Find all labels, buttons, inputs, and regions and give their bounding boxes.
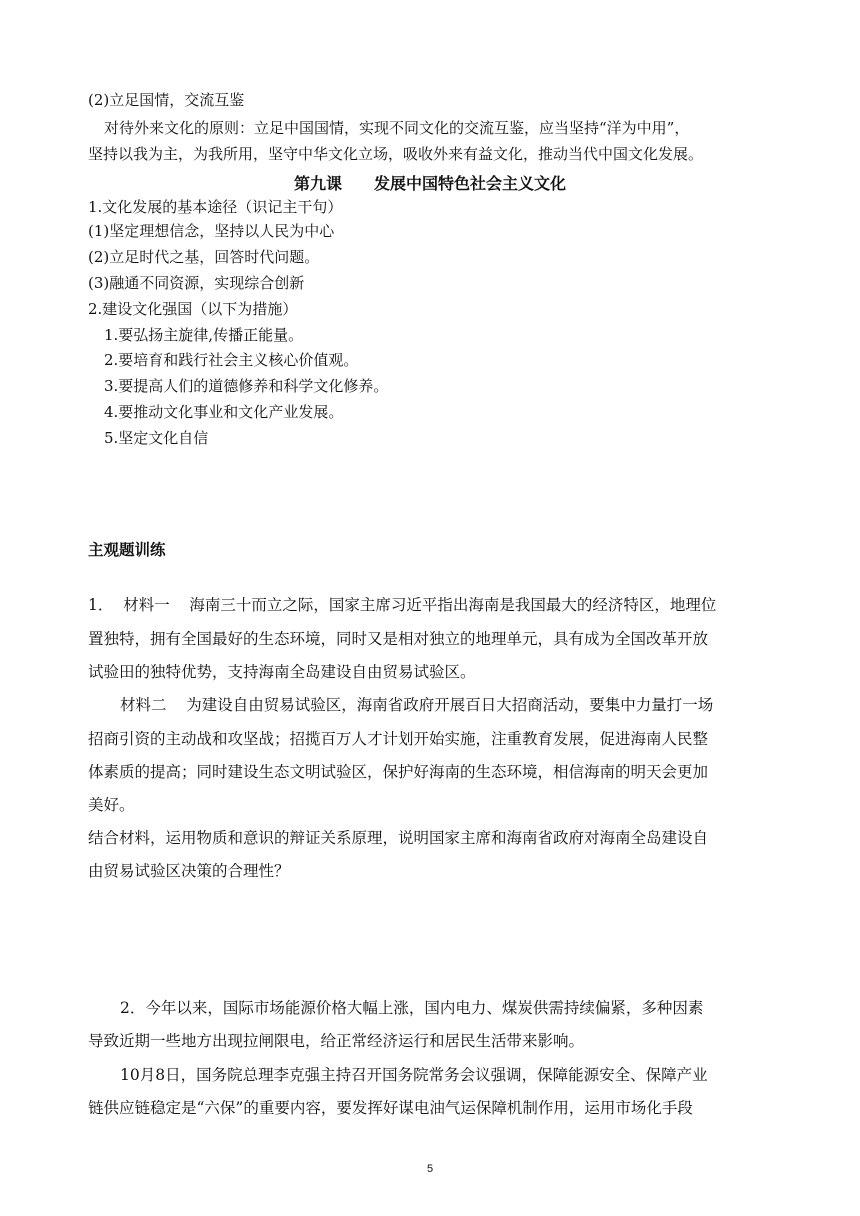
text-line: 试验田的独特优势，支持海南全岛建设自由贸易试验区。: [88, 663, 476, 681]
text-line: (1)坚定理想信念，坚持以人民为中心: [88, 222, 335, 240]
text-line: 置独特，拥有全国最好的生态环境，同时又是相对独立的地理单元，具有成为全国改革开放: [88, 630, 709, 648]
text-line: 由贸易试验区决策的合理性？: [88, 862, 290, 880]
measure-item: 1.要弘扬主旋律,传播正能量。: [104, 326, 304, 344]
text-line: (2)立足国情，交流互鉴: [88, 91, 245, 109]
text-line: 坚持以我为主，为我所用，坚守中华文化立场，吸收外来有益文化，推动当代中国文化发展。: [88, 145, 704, 163]
text-line: (3)融通不同资源，实现综合创新: [88, 274, 305, 292]
text-line: 链供应链稳定是“六保”的重要内容，要发挥好谋电油气运保障机制作用，运用市场化手段: [88, 1099, 693, 1117]
measure-item: 2.要培育和践行社会主义核心价值观。: [104, 351, 359, 369]
text-line: (2)立足时代之基，回答时代问题。: [88, 248, 320, 266]
lesson-title: 第九课 发展中国特色社会主义文化: [293, 174, 566, 193]
text-line: 2.建设文化强国（以下为措施）: [88, 300, 298, 318]
measure-item: 4.要推动文化事业和文化产业发展。: [104, 403, 344, 421]
measure-item: 5.坚定文化自信: [104, 429, 209, 447]
text-line: 结合材料，运用物质和意识的辩证关系原理，说明国家主席和海南省政府对海南全岛建设自: [88, 829, 709, 847]
text-line: 2．今年以来，国际市场能源价格大幅上涨，国内电力、煤炭供需持续偏紧，多种因素: [120, 999, 704, 1017]
text-line: 招商引资的主动战和攻坚战；招揽百万人才计划开始实施，注重教育发展，促进海南人民整: [88, 730, 709, 748]
text-line: 材料二 为建设自由贸易试验区，海南省政府开展百日大招商活动，要集中力量打一场: [120, 696, 714, 714]
text-line: 导致近期一些地方出现拉闸限电，给正常经济运行和居民生活带来影响。: [88, 1032, 585, 1050]
text-line: 1.文化发展的基本途径（识记主干句）: [88, 198, 343, 216]
text-line: 对待外来文化的原则：立足中国国情，实现不同文化的交流互鉴，应当坚持“洋为中用”，: [104, 119, 690, 137]
measure-item: 3.要提高人们的道德修养和科学文化修养。: [104, 377, 389, 395]
page-number: 5: [426, 1163, 434, 1175]
text-line: 1． 材料一 海南三十而立之际，国家主席习近平指出海南是我国最大的经济特区，地理位: [88, 596, 717, 614]
section-heading: 主观题训练: [88, 541, 166, 559]
text-line: 体素质的提高；同时建设生态文明试验区，保护好海南的生态环境，相信海南的明天会更加: [88, 763, 709, 781]
text-line: 10月8日，国务院总理李克强主持召开国务院常务会议强调，保障能源安全、保障产业: [120, 1066, 708, 1084]
text-line: 美好。: [88, 796, 135, 814]
